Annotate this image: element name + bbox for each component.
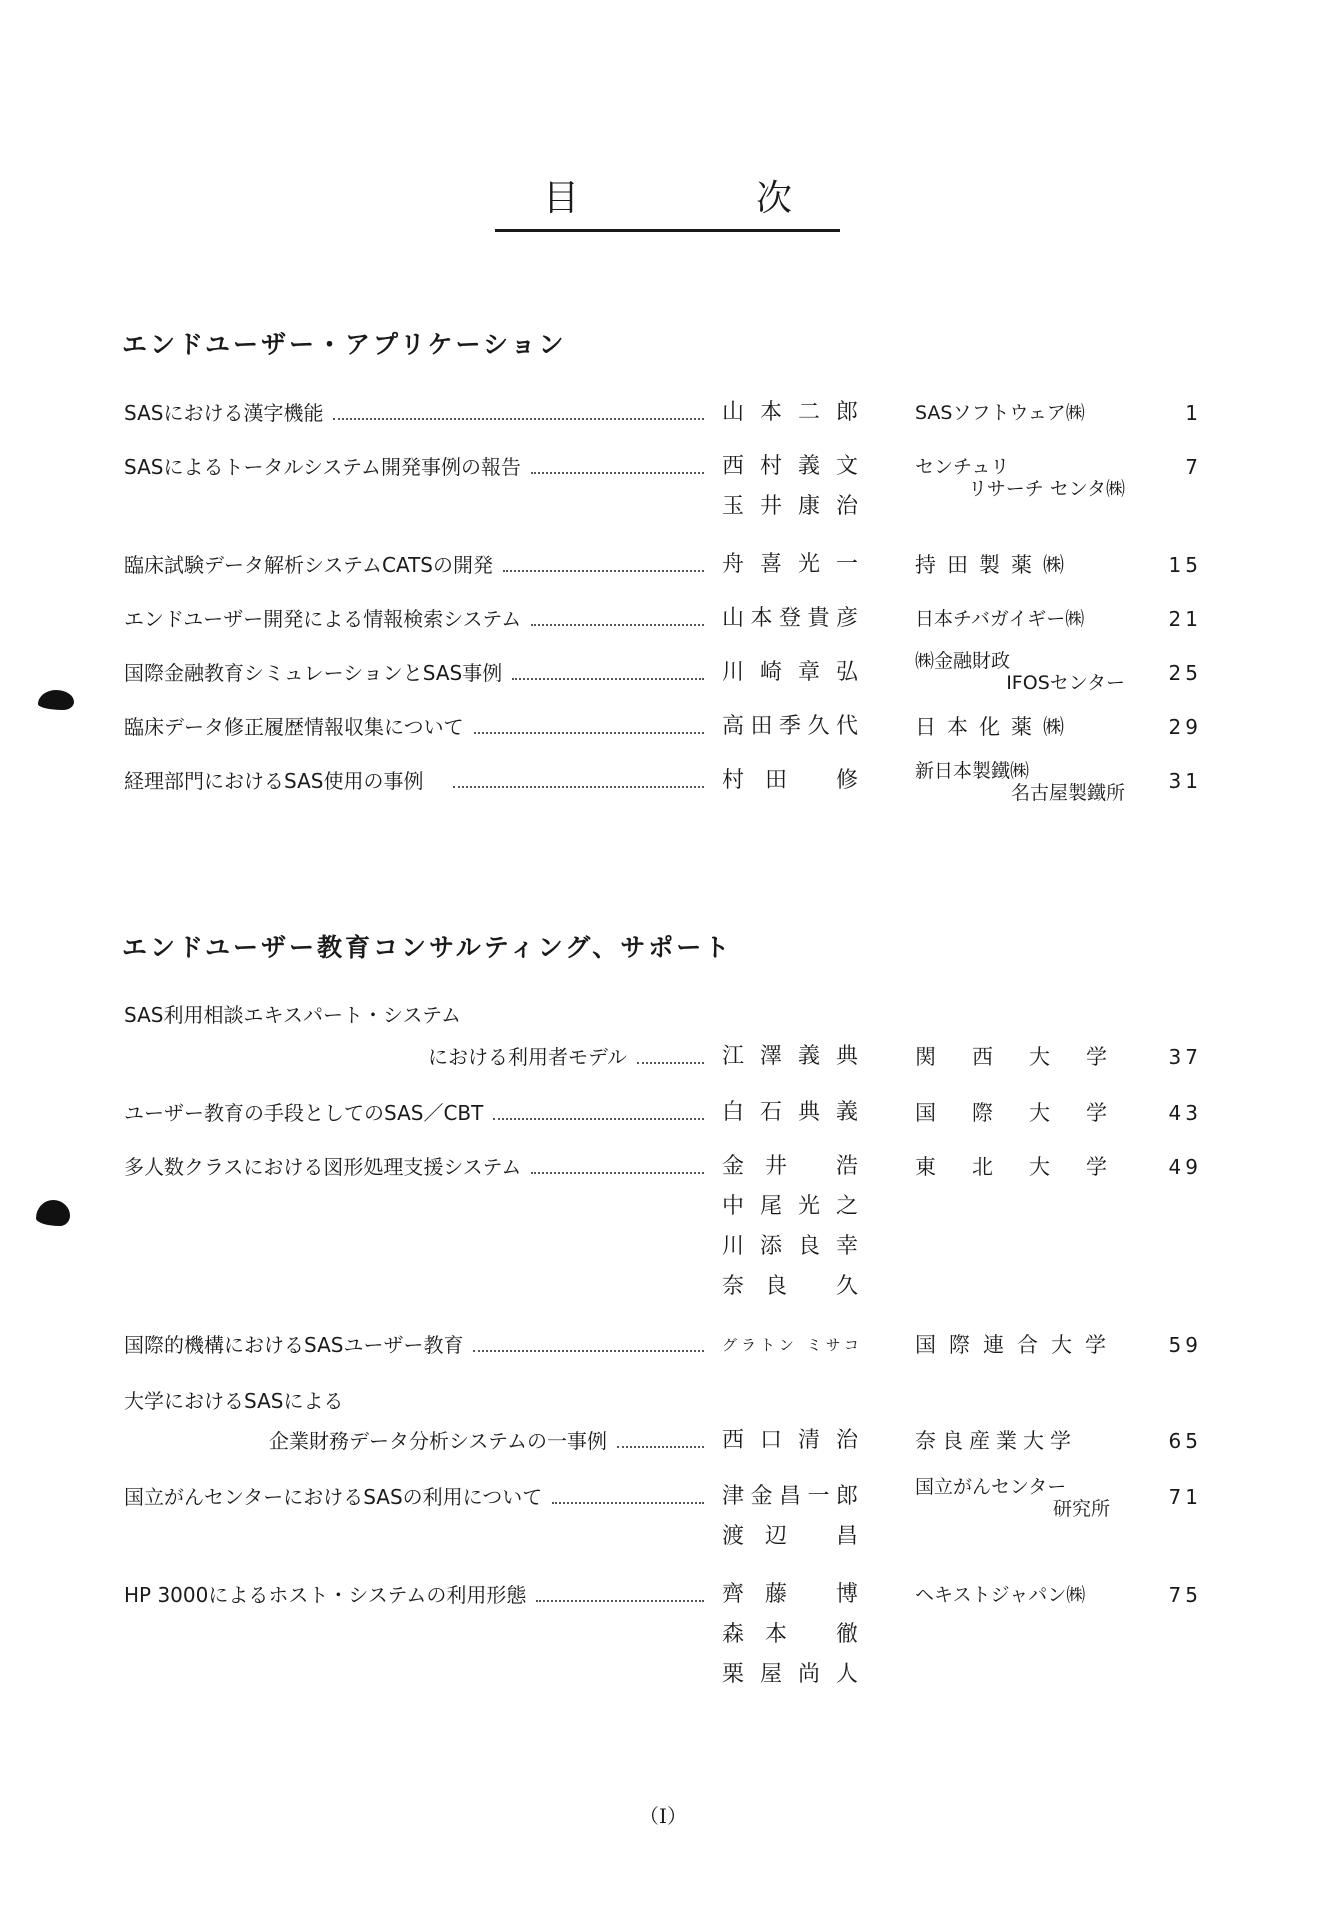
entry-organization: 国立がんセンター 研究所 bbox=[915, 1476, 1110, 1520]
entry-page-number: 49 bbox=[1168, 1155, 1202, 1179]
entry-authors: 西口清治 bbox=[722, 1428, 860, 1453]
entry-organization: 国際連合大学 bbox=[915, 1333, 1119, 1357]
entry-authors: グラトン ミサコ bbox=[722, 1336, 860, 1354]
entry-title: SAS利用相談エキスパート・システム bbox=[124, 1003, 462, 1027]
entry-page-number: 75 bbox=[1168, 1583, 1202, 1607]
entry-organization: 国際大学 bbox=[915, 1101, 1143, 1125]
entry-title-line-2: 企業財務データ分析システムの一事例 bbox=[124, 1426, 714, 1456]
entry-title: SASによるトータルシステム開発事例の報告 bbox=[124, 452, 714, 482]
entry-title: HP 3000によるホスト・システムの利用形態 bbox=[124, 1580, 714, 1610]
entry-page-number: 15 bbox=[1168, 553, 1202, 577]
entry-title: 経理部門におけるSAS使用の事例 bbox=[124, 766, 714, 796]
entry-title: ユーザー教育の手段としてのSAS／CBT bbox=[124, 1098, 714, 1128]
page-number-footer: （I） bbox=[639, 1804, 687, 1828]
entry-authors: 齊藤 博 森本 徹 栗屋尚人 bbox=[722, 1582, 860, 1687]
entry-title: 多人数クラスにおける図形処理支援システム bbox=[124, 1152, 714, 1182]
entry-authors: 高田季久代 bbox=[722, 714, 860, 739]
entry-page-number: 21 bbox=[1168, 607, 1202, 631]
page-title-char-2: 次 bbox=[755, 178, 792, 219]
entry-authors: 津金昌一郎 渡辺 昌 bbox=[722, 1484, 860, 1549]
entry-title: 臨床試験データ解析システムCATSの開発 bbox=[124, 550, 714, 580]
entry-page-number: 59 bbox=[1168, 1333, 1202, 1357]
entry-organization: 新日本製鐵㈱ 名古屋製鐵所 bbox=[915, 760, 1125, 804]
entry-page-number: 43 bbox=[1168, 1101, 1202, 1125]
entry-authors: 金井 浩 中尾光之 川添良幸 奈良 久 bbox=[722, 1154, 860, 1299]
entry-page-number: 29 bbox=[1168, 715, 1202, 739]
entry-authors: 舟喜光一 bbox=[722, 552, 860, 577]
entry-authors: 白石典義 bbox=[722, 1100, 860, 1125]
entry-page-number: 1 bbox=[1185, 401, 1202, 425]
entry-title: 大学におけるSASによる bbox=[124, 1389, 344, 1413]
entry-organization: 持田製薬㈱ bbox=[915, 553, 1075, 577]
entry-organization: 奈良産業大学 bbox=[915, 1429, 1077, 1453]
entry-authors: 山本登貴彦 bbox=[722, 606, 860, 631]
entry-title: エンドユーザー開発による情報検索システム bbox=[124, 604, 714, 634]
page-title bbox=[495, 170, 840, 232]
section-heading: エンドユーザー教育コンサルティング、サポート bbox=[122, 933, 733, 962]
entry-organization: ㈱金融財政 IFOSセンター bbox=[915, 650, 1125, 694]
entry-authors: 江澤義典 bbox=[722, 1044, 860, 1069]
entry-organization: 日本チバガイギー㈱ bbox=[915, 608, 1085, 630]
entry-page-number: 7 bbox=[1185, 455, 1202, 479]
entry-organization: 関西大学 bbox=[915, 1045, 1143, 1069]
entry-authors: 山本二郎 bbox=[722, 400, 860, 425]
section-heading: エンドユーザー・アプリケーション bbox=[122, 330, 567, 359]
entry-page-number: 25 bbox=[1168, 661, 1202, 685]
entry-organization: ヘキストジャパン㈱ bbox=[915, 1584, 1086, 1606]
entry-title: SASにおける漢字機能 bbox=[124, 398, 714, 428]
entry-organization: 日本化薬㈱ bbox=[915, 715, 1075, 739]
entry-organization: センチュリ リサーチ センタ㈱ bbox=[915, 456, 1125, 500]
page-title-char-1: 目 bbox=[543, 178, 580, 219]
entry-title: 国際的機構におけるSASユーザー教育 bbox=[124, 1330, 714, 1360]
entry-title: 国際金融教育シミュレーションとSAS事例 bbox=[124, 658, 714, 688]
entry-page-number: 37 bbox=[1168, 1045, 1202, 1069]
entry-title: 臨床データ修正履歴情報収集について bbox=[124, 712, 714, 742]
entry-title: 国立がんセンターにおけるSASの利用について bbox=[124, 1482, 714, 1512]
scan-smudge-mark bbox=[38, 690, 74, 710]
entry-page-number: 71 bbox=[1168, 1485, 1202, 1509]
entry-authors: 村田 修 bbox=[722, 768, 860, 793]
entry-page-number: 31 bbox=[1168, 769, 1202, 793]
entry-title-line-2: における利用者モデル bbox=[124, 1042, 714, 1072]
entry-authors: 川崎章弘 bbox=[722, 660, 860, 685]
entry-page-number: 65 bbox=[1168, 1429, 1202, 1453]
entry-organization: SASソフトウェア㈱ bbox=[915, 402, 1085, 424]
entry-organization: 東北大学 bbox=[915, 1155, 1143, 1179]
scan-smudge-mark bbox=[36, 1200, 70, 1226]
entry-authors: 西村義文 玉井康治 bbox=[722, 454, 860, 519]
